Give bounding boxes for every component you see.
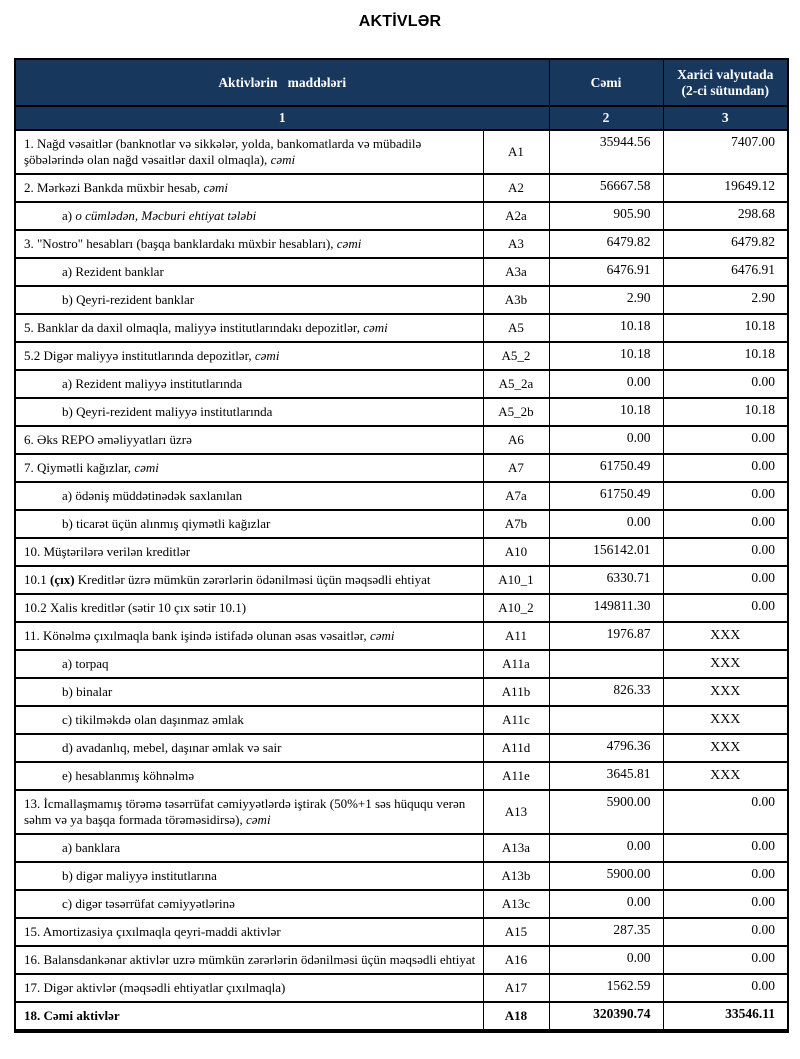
item-label-segment: 6. Əks REPO əməliyyatları üzrə: [24, 432, 192, 447]
table-row: [15, 398, 788, 426]
item-label-segment: 2. Mərkəzi Bankda müxbir hesab,: [24, 180, 204, 195]
item-label-segment: c) tikilməkdə olan daşınmaz əmlak: [62, 712, 244, 727]
table-row: [15, 974, 788, 1002]
item-label-segment: e) hesablanmış köhnəlmə: [62, 768, 195, 783]
total-value-cell: 0.00: [549, 946, 663, 974]
table-row: [15, 762, 788, 790]
item-code-cell: A5_2: [483, 342, 549, 370]
fx-value-cell: XXX: [663, 622, 788, 650]
fx-value-cell: XXX: [663, 734, 788, 762]
total-value-cell: 0.00: [549, 510, 663, 538]
item-code-cell: A11: [483, 622, 549, 650]
item-label-cell: [15, 202, 483, 230]
fx-value-cell: 0.00: [663, 482, 788, 510]
item-label-segment: a) Rezident banklar: [62, 264, 164, 279]
fx-value-cell: 10.18: [663, 342, 788, 370]
total-value-cell: 10.18: [549, 342, 663, 370]
item-label-segment: 18. Cəmi aktivlər: [24, 1008, 120, 1023]
item-label-segment: cəmi: [203, 180, 228, 195]
item-label-cell: [15, 678, 483, 706]
item-code-cell: A15: [483, 918, 549, 946]
item-code-cell: A17: [483, 974, 549, 1002]
item-code-cell: A11c: [483, 706, 549, 734]
assets-table: [14, 58, 789, 1033]
item-code-cell: A13b: [483, 862, 549, 890]
table-row: [15, 482, 788, 510]
item-label-segment: 5.2 Digər maliyyə institutlarında depozitlər,: [24, 348, 255, 363]
total-value-cell: 905.90: [549, 202, 663, 230]
item-label-cell: [15, 482, 483, 510]
item-code-cell: A13a: [483, 834, 549, 862]
item-label-segment: b) Qeyri-rezident maliyyə institutlarında: [62, 404, 273, 419]
item-label-segment: 10.2 Xalis kreditlər (sətir 10 çıx sətir 10.1): [24, 600, 247, 615]
item-code-cell: A7b: [483, 510, 549, 538]
item-code-cell: A10: [483, 538, 549, 566]
table-row: [15, 622, 788, 650]
fx-column-header: Xarici valyutada (2-ci sütundan): [663, 59, 788, 106]
item-code-cell: A3a: [483, 258, 549, 286]
total-value-cell: 156142.01: [549, 538, 663, 566]
item-label-segment: b) Qeyri-rezident banklar: [62, 292, 195, 307]
item-label-cell: [15, 174, 483, 202]
fx-value-cell: 6479.82: [663, 230, 788, 258]
total-value-cell: 2.90: [549, 286, 663, 314]
table-row: [15, 918, 788, 946]
item-label-cell: [15, 594, 483, 622]
table-row: [15, 370, 788, 398]
table-row: [15, 130, 788, 174]
item-label-segment: a) torpaq: [62, 656, 109, 671]
item-label-segment: 5. Banklar da daxil olmaqla, maliyyə institutlarındakı depozitlər,: [24, 320, 364, 335]
total-value-cell: 3645.81: [549, 762, 663, 790]
item-code-cell: A3b: [483, 286, 549, 314]
item-label-cell: [15, 790, 483, 834]
items-column-header: [15, 59, 549, 106]
column-number-3: 3: [663, 106, 788, 130]
total-value-cell: 6330.71: [549, 566, 663, 594]
table-row: [15, 862, 788, 890]
item-label-cell: [15, 706, 483, 734]
item-label-segment: b) ticarət üçün alınmış qiymətli kağızlar: [62, 516, 271, 531]
table-row: [15, 594, 788, 622]
total-value-cell: 0.00: [549, 370, 663, 398]
table-row: [15, 678, 788, 706]
item-label-cell: [15, 566, 483, 594]
item-label-cell: [15, 734, 483, 762]
fx-value-cell: 0.00: [663, 538, 788, 566]
item-label-segment: 11. Könəlmə çıxılmaqla bank işində istifadə olunan əsas vəsaitlər,: [24, 628, 370, 643]
item-label-segment: 17. Digər aktivlər (məqsədli ehtiyatlar çıxılmaqla): [24, 980, 286, 995]
item-code-cell: A13: [483, 790, 549, 834]
table-row: [15, 286, 788, 314]
table-row: [15, 510, 788, 538]
table-row: [15, 342, 788, 370]
fx-value-cell: 0.00: [663, 790, 788, 834]
item-label-segment: 10. Müştərilərə verilən kreditlər: [24, 544, 191, 559]
item-label-segment: cəmi: [254, 348, 280, 363]
item-label-cell: [15, 918, 483, 946]
fx-value-cell: 0.00: [663, 974, 788, 1002]
item-code-cell: A6: [483, 426, 549, 454]
fx-value-cell: 0.00: [663, 454, 788, 482]
fx-value-cell: XXX: [663, 706, 788, 734]
item-label-segment: 15. Amortizasiya çıxılmaqla qeyri-maddi aktivlər: [24, 924, 281, 939]
fx-value-cell: 6476.91: [663, 258, 788, 286]
table-header: [15, 59, 788, 130]
item-label-cell: [15, 538, 483, 566]
table-row: [15, 790, 788, 834]
total-value-cell: 1562.59: [549, 974, 663, 1002]
item-label-segment: b) binalar: [62, 684, 113, 699]
item-code-cell: A10_1: [483, 566, 549, 594]
total-value-cell: 320390.74: [549, 1002, 663, 1031]
fx-value-cell: 10.18: [663, 314, 788, 342]
table-row: [15, 734, 788, 762]
item-label-segment: b) digər maliyyə institutlarına: [62, 868, 217, 883]
item-label-cell: [15, 426, 483, 454]
table-row: [15, 1002, 788, 1031]
fx-value-cell: 0.00: [663, 918, 788, 946]
item-code-cell: A1: [483, 130, 549, 174]
fx-value-cell: 0.00: [663, 946, 788, 974]
total-value-cell: [549, 706, 663, 734]
item-label-cell: [15, 1002, 483, 1031]
item-label-cell: [15, 510, 483, 538]
table-row: [15, 538, 788, 566]
item-code-cell: A11e: [483, 762, 549, 790]
fx-value-cell: 0.00: [663, 426, 788, 454]
total-value-cell: 35944.56: [549, 130, 663, 174]
item-label-segment: 7. Qiymətli kağızlar,: [24, 460, 135, 475]
fx-value-cell: 7407.00: [663, 130, 788, 174]
item-label-cell: [15, 398, 483, 426]
table-row: [15, 454, 788, 482]
fx-value-cell: 2.90: [663, 286, 788, 314]
item-code-cell: A11a: [483, 650, 549, 678]
item-code-cell: A5_2a: [483, 370, 549, 398]
total-value-cell: 5900.00: [549, 862, 663, 890]
table-row: [15, 890, 788, 918]
item-label-segment: 3. "Nostro" hesabları (başqa banklardakı müxbir hesabları),: [24, 236, 337, 251]
item-label-segment: 1. Nağd vəsaitlər (banknotlar və sikkələr, yolda, bankomatlarda və mübadilə şöbələrində olan nağd vəsaitlər daxil olmaqla),: [24, 136, 422, 167]
item-label-segment: c) digər təsərrüfat cəmiyyətlərinə: [62, 896, 235, 911]
total-value-cell: 287.35: [549, 918, 663, 946]
item-code-cell: A11d: [483, 734, 549, 762]
item-label-cell: [15, 130, 483, 174]
table-row: [15, 706, 788, 734]
item-label-cell: [15, 650, 483, 678]
fx-value-cell: XXX: [663, 650, 788, 678]
item-label-segment: 16. Balansdankənar aktivlər uzrə mümkün zərərlərin ödənilməsi üçün məqsədli ehtiyat: [24, 952, 476, 967]
item-label-segment: a): [62, 208, 76, 223]
table-row: [15, 946, 788, 974]
table-row: [15, 650, 788, 678]
item-label-cell: [15, 862, 483, 890]
total-value-cell: 0.00: [549, 426, 663, 454]
item-label-segment: a) ödəniş müddətinədək saxlanılan: [62, 488, 243, 503]
table-row: [15, 258, 788, 286]
total-value-cell: 61750.49: [549, 454, 663, 482]
column-number-2: 2: [549, 106, 663, 130]
total-value-cell: 0.00: [549, 890, 663, 918]
item-label-segment: a) Rezident maliyyə institutlarında: [62, 376, 243, 391]
item-code-cell: A2a: [483, 202, 549, 230]
item-label-segment: Kreditlər üzrə mümkün zərərlərin ödənilməsi üçün məqsədli ehtiyat: [74, 572, 431, 587]
table-row: [15, 426, 788, 454]
fx-value-cell: XXX: [663, 678, 788, 706]
item-label-segment: cəmi: [336, 236, 362, 251]
total-value-cell: 56667.58: [549, 174, 663, 202]
page-title: AKTİVLƏR: [358, 13, 442, 30]
item-label-segment: o cümlədən, Məcburi ehtiyat tələbi: [75, 208, 257, 223]
table-row: [15, 230, 788, 258]
total-value-cell: 5900.00: [549, 790, 663, 834]
total-value-cell: 1976.87: [549, 622, 663, 650]
total-value-cell: 826.33: [549, 678, 663, 706]
fx-value-cell: 0.00: [663, 862, 788, 890]
item-code-cell: A13c: [483, 890, 549, 918]
item-label-segment: cəmi: [246, 812, 271, 827]
item-label-segment: cəmi: [134, 460, 159, 475]
item-label-cell: [15, 342, 483, 370]
item-label-cell: [15, 974, 483, 1002]
fx-value-cell: 33546.11: [663, 1002, 788, 1031]
table-row: [15, 314, 788, 342]
item-label-cell: [15, 454, 483, 482]
item-code-cell: A5_2b: [483, 398, 549, 426]
item-label-cell: [15, 286, 483, 314]
fx-value-cell: 0.00: [663, 510, 788, 538]
column-number-1: 1: [15, 106, 549, 130]
total-value-cell: 6476.91: [549, 258, 663, 286]
item-code-cell: A18: [483, 1002, 549, 1031]
item-label-segment: cəmi: [270, 152, 296, 167]
item-label-segment: d) avadanlıq, mebel, daşınar əmlak və sair: [62, 740, 282, 755]
item-label-cell: [15, 762, 483, 790]
item-label-cell: [15, 622, 483, 650]
total-value-cell: 4796.36: [549, 734, 663, 762]
total-value-cell: 10.18: [549, 314, 663, 342]
items-column-header-label: Aktivlərin maddələri: [218, 74, 347, 90]
table-row: [15, 566, 788, 594]
item-label-segment: cəmi: [363, 320, 388, 335]
item-label-cell: [15, 370, 483, 398]
table-row: [15, 202, 788, 230]
item-code-cell: A2: [483, 174, 549, 202]
fx-value-cell: 19649.12: [663, 174, 788, 202]
total-value-cell: 6479.82: [549, 230, 663, 258]
item-code-cell: A16: [483, 946, 549, 974]
item-label-cell: [15, 834, 483, 862]
table-row: [15, 174, 788, 202]
fx-value-cell: 298.68: [663, 202, 788, 230]
fx-value-cell: 10.18: [663, 398, 788, 426]
item-label-segment: a) banklara: [62, 840, 121, 855]
fx-value-cell: 0.00: [663, 890, 788, 918]
total-value-cell: 0.00: [549, 834, 663, 862]
item-label-cell: [15, 314, 483, 342]
fx-value-cell: 0.00: [663, 566, 788, 594]
total-value-cell: [549, 650, 663, 678]
item-label-cell: [15, 258, 483, 286]
item-code-cell: A7a: [483, 482, 549, 510]
item-label-cell: [15, 946, 483, 974]
fx-value-cell: 0.00: [663, 834, 788, 862]
item-label-segment: cəmi: [369, 628, 395, 643]
item-code-cell: A3: [483, 230, 549, 258]
fx-value-cell: 0.00: [663, 594, 788, 622]
total-value-cell: 149811.30: [549, 594, 663, 622]
total-column-header: Cəmi: [549, 59, 663, 106]
item-label-segment: 10.1: [24, 572, 50, 587]
item-label-segment: 13. İcmallaşmamış törəmə təsərrüfat cəmiyyətlərdə iştirak (50%+1 səs hüququ verən səhm və ya başqa formada törəməsidirsə),: [24, 796, 466, 827]
item-label-cell: [15, 230, 483, 258]
fx-value-cell: 0.00: [663, 370, 788, 398]
total-value-cell: 10.18: [549, 398, 663, 426]
fx-value-cell: XXX: [663, 762, 788, 790]
item-label-cell: [15, 890, 483, 918]
item-code-cell: A10_2: [483, 594, 549, 622]
item-code-cell: A11b: [483, 678, 549, 706]
total-value-cell: 61750.49: [549, 482, 663, 510]
table-row: [15, 834, 788, 862]
item-code-cell: A7: [483, 454, 549, 482]
item-label-segment: (çıx): [50, 572, 75, 587]
header-row-main: [15, 59, 788, 106]
header-row-numbers: [15, 106, 788, 130]
item-code-cell: A5: [483, 314, 549, 342]
table-body: [15, 130, 788, 1031]
